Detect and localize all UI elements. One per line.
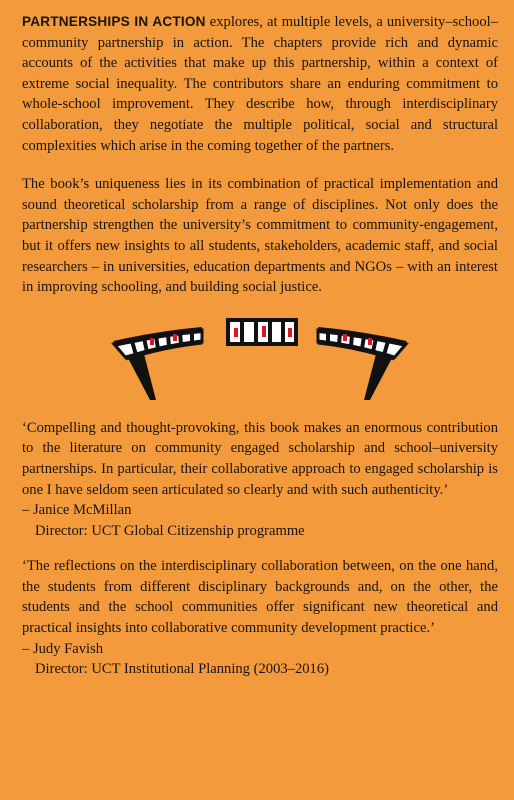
- endorser-role-2: Director: UCT Institutional Planning (2003–2016): [35, 661, 330, 678]
- endorsement-attribution-2: [22, 639, 498, 680]
- blurb-paragraph-1: [22, 12, 498, 156]
- book-title-lead: PARTNERSHIPS IN ACTION: [22, 14, 206, 29]
- endorser-name-1: – Janice McMillan: [22, 502, 132, 519]
- endorser-name-2: – Judy Favish: [22, 640, 104, 657]
- bridge-center-span: [228, 320, 296, 344]
- bridge-logo-icon: [110, 310, 410, 406]
- endorser-role-1: Director: UCT Global Citizenship programme: [35, 522, 305, 539]
- endorsement-quote-1: ‘Compelling and thought-provoking, this book makes an enormous contribution to the literature on community engaged scholarship and school–university partnerships. In particular, their collaborative approach to engaged scholarship is one I have seldom seen articulated so clearly and with such authenticity.’: [22, 419, 498, 498]
- bridge-left-span: [114, 330, 202, 400]
- blurb-paragraph-1-text: explores, at multiple levels, a university–school–community partnership in action. The chapters provide rich and dynamic accounts of the activities that make up this partnership, within a context of extreme social inequality. The contributors share an enduring commitment to whole-school improvement. They describe how, through interdisciplinary collaboration, they negotiate the multiple political, social and structural complexities which arise in the coming together of the partners.: [22, 14, 498, 154]
- endorsement-quote-2: ‘The reflections on the interdisciplinary collaboration between, on the one hand, the students from different disciplinary backgrounds and, on the other, the students and the school communities offer significant new theoretical and practical insights into collaborative community development practice.’: [22, 558, 498, 637]
- blurb-paragraph-2: The book’s uniqueness lies in its combination of practical implementation and sound theoretical scholarship from a range of disciplines. Not only does the partnership strengthen the university’s commitment to community-engagement, but it offers new insights to all students, stakeholders, academic staff, and social researchers – in universities, education departments and NGOs – with an interest in improving schooling, and building social justice.: [22, 176, 498, 296]
- back-cover: [22, 12, 498, 680]
- bridge-right-span: [318, 330, 406, 400]
- endorsement-attribution-1: [22, 500, 498, 541]
